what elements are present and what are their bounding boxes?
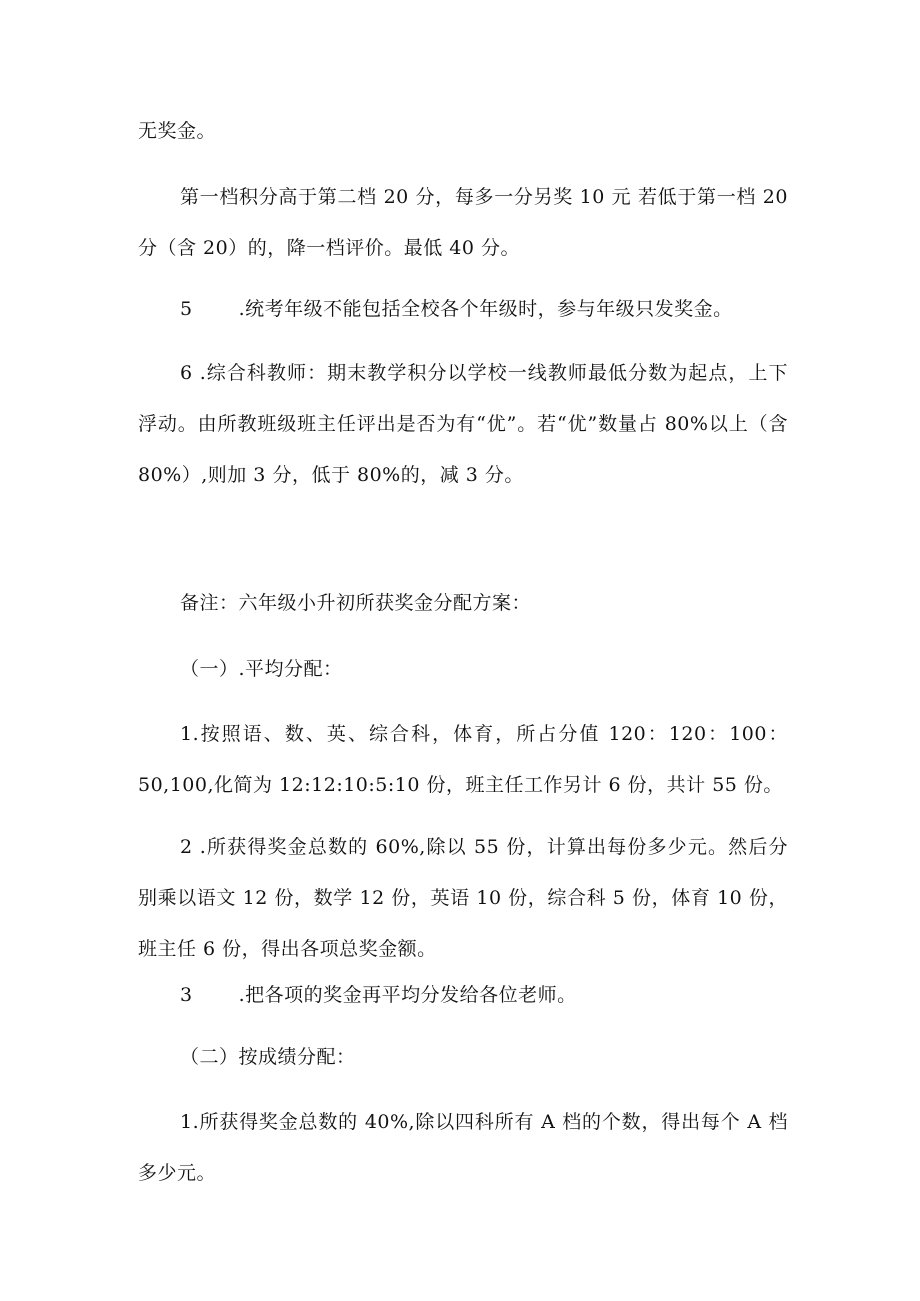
paragraph-first-tier-score: 第一档积分高于第二档 20 分，每多一分另奖 10 元 若低于第一档 20 分（含 20）的，降一档评价。最低 40 分。 [138, 186, 788, 259]
section-heading-average-distribution: （一）.平均分配： [180, 658, 343, 680]
item-5-text: .统考年级不能包括全校各个年级时，参与年级只发奖金。 [238, 298, 733, 320]
item-3-text: .把各项的奖金再平均分发给各位老师。 [238, 984, 577, 1006]
paragraph-bonus-60-percent: 2 .所获得奖金总数的 60%,除以 55 份，计算出每份多少元。然后分别乘以语文 12 份，数学 12 份，英语 10 份，综合科 5 份，体育 10 份，班主任 6 份，得出各项总奖金额。 [138, 836, 788, 960]
paragraph-comprehensive-teachers: 6 .综合科教师：期末教学积分以学校一线教师最低分数为起点，上下浮动。由所教班级班主任评出是否为有“优”。若“优”数量占 80%以上（含 80%）,则加 3 分，低于 80%的，减 3 分。 [138, 362, 788, 486]
item-3 [180, 986, 577, 1005]
remark-heading: 备注：六年级小升初所获奖金分配方案： [180, 592, 532, 614]
item-5 [180, 300, 733, 319]
section-heading-performance-distribution: （二）按成绩分配： [180, 1046, 356, 1068]
text-line-no-bonus: 无奖金。 [138, 120, 217, 142]
paragraph-score-ratio: 1.按照语、数、英、综合科，体育，所占分值 120：120：100：50,100,化简为 12:12:10:5:10 份，班主任工作另计 6 份，共计 55 份。 [138, 723, 788, 796]
item-5-number: 5 [180, 298, 193, 320]
item-3-number: 3 [180, 984, 193, 1006]
paragraph-bonus-40-percent: 1.所获得奖金总数的 40%,除以四科所有 A 档的个数，得出每个 A 档多少元。 [138, 1111, 788, 1184]
